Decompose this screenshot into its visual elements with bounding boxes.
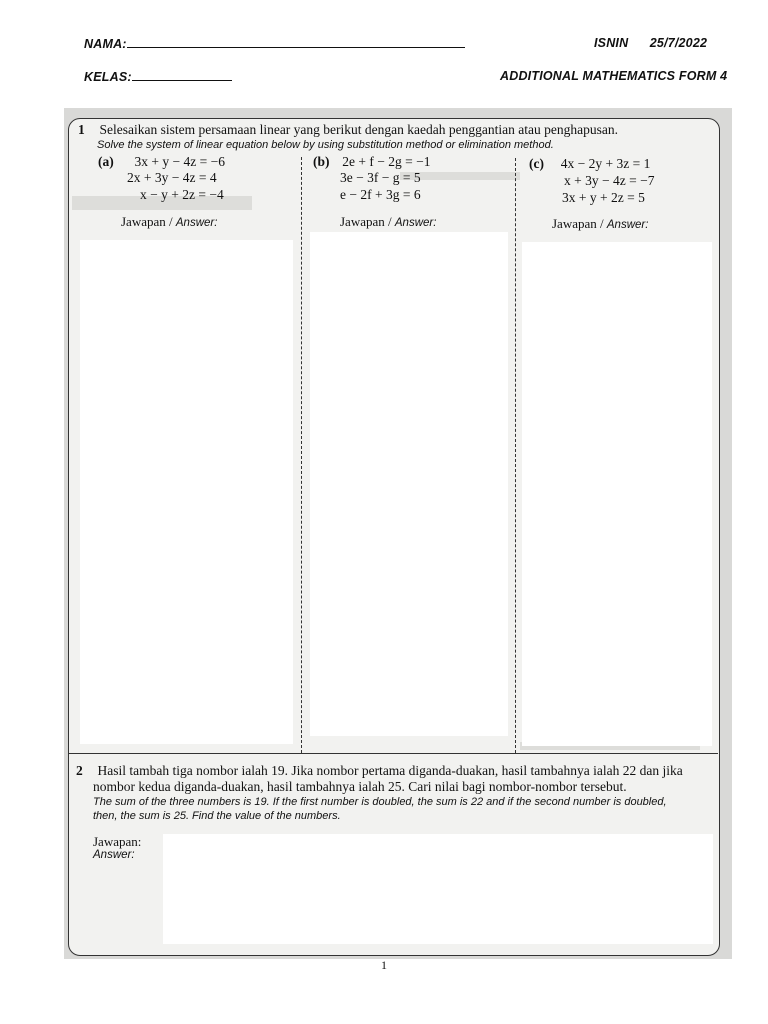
day-text: ISNIN — [594, 36, 629, 50]
q2-text-en-2: then, the sum is 25. Find the value of the numbers. — [93, 810, 341, 822]
date-block — [594, 36, 707, 50]
q1c-label: (c) — [529, 156, 544, 171]
name-label: NAMA: — [84, 37, 127, 51]
q2-answer-label-ms: Jawapan: — [93, 834, 142, 849]
q1b-label: (b) — [313, 154, 330, 169]
q2-text-ms-2: nombor kedua diganda-duakan, hasil tambahnya ialah 25. Cari nilai bagi nombor-nombor tersebut. — [93, 779, 627, 794]
q1b-equation-2: 3e − 3f − g = 5 — [340, 170, 421, 185]
q2-text-en-1: The sum of the three numbers is 19. If the first number is doubled, the sum is 22 and if the second number is doubled, — [93, 796, 667, 808]
subject-title: ADDITIONAL MATHEMATICS FORM 4 — [500, 69, 728, 83]
q1-text-ms: 1 Selesaikan sistem persamaan linear yang berikut dengan kaedah penggantian atau penghapusan. — [78, 122, 618, 137]
page-number: 1 — [381, 958, 387, 972]
q1a-answer-box[interactable] — [80, 240, 293, 744]
q1c-answer-box[interactable] — [522, 242, 712, 746]
q1a-answer-label: Jawapan / Answer: — [121, 214, 218, 229]
q2-number: 2 — [76, 763, 83, 778]
q1c-equation-3: 3x + y + 2z = 5 — [562, 190, 645, 205]
question-separator — [69, 753, 718, 754]
class-field[interactable] — [84, 69, 232, 84]
q1b-answer-box[interactable] — [310, 232, 508, 736]
q1a-label: (a) — [98, 154, 114, 169]
q2-text-ms-1: 2 Hasil tambah tiga nombor ialah 19. Jika nombor pertama diganda-duakan, hasil tambahnya ialah 22 dan jika — [76, 763, 683, 778]
q1b-equation-1: (b) 2e + f − 2g = −1 — [313, 154, 431, 169]
q1b-answer-label: Jawapan / Answer: — [340, 214, 437, 229]
q1a-equation-2: 2x + 3y − 4z = 4 — [127, 170, 217, 185]
column-divider — [515, 158, 516, 753]
q1c-equation-2: x + 3y − 4z = −7 — [564, 173, 655, 188]
q2-answer-box[interactable] — [163, 834, 713, 944]
date-text: 25/7/2022 — [649, 36, 708, 50]
q1a-equation-1: (a) 3x + y − 4z = −6 — [98, 154, 225, 169]
q1b-equation-3: e − 2f + 3g = 6 — [340, 187, 421, 202]
class-line[interactable] — [132, 69, 232, 81]
column-divider — [301, 157, 302, 753]
class-label: KELAS: — [84, 70, 132, 84]
name-field[interactable] — [84, 36, 465, 51]
q1c-answer-label: Jawapan / Answer: — [552, 216, 649, 231]
q1a-equation-3: x − y + 2z = −4 — [140, 187, 224, 202]
name-line[interactable] — [127, 36, 465, 48]
q1-text-en: Solve the system of linear equation below by using substitution method or elimination method. — [97, 139, 554, 151]
q1c-equation-1: (c) 4x − 2y + 3z = 1 — [529, 156, 651, 171]
q2-answer-label-en: Answer: — [93, 849, 135, 861]
q1-number: 1 — [78, 122, 85, 137]
